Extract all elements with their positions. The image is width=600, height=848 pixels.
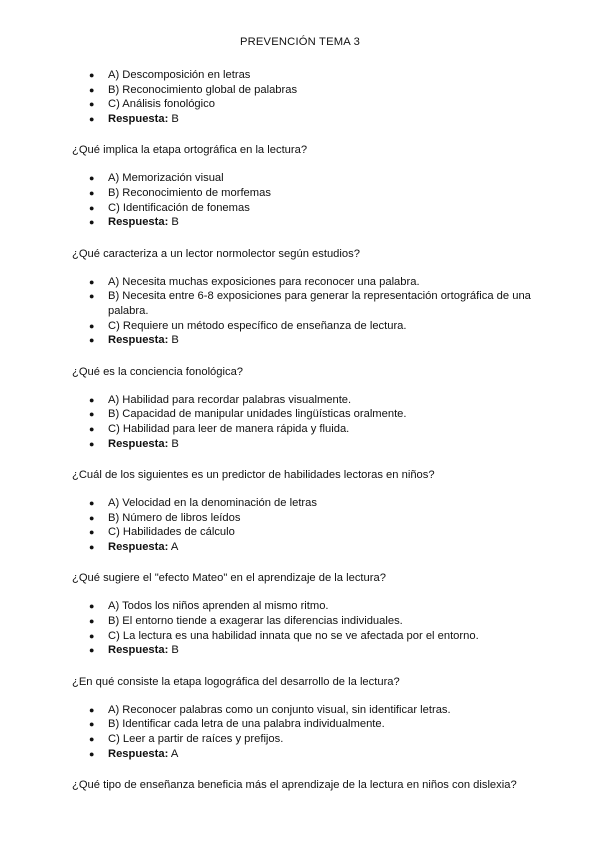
bullet-icon: ● — [89, 187, 95, 198]
option-item — [72, 319, 542, 334]
bullet-icon: ● — [89, 113, 95, 124]
bullet-icon: ● — [89, 512, 95, 523]
option-text: A) Habilidad para recordar palabras visualmente. — [108, 393, 352, 406]
answer-value: B — [171, 437, 179, 450]
bullet-icon: ● — [89, 527, 95, 538]
option-item — [72, 97, 542, 112]
option-list — [72, 496, 542, 554]
option-text: A) Necesita muchas exposiciones para reconocer una palabra. — [108, 275, 420, 288]
option-text: C) Identificación de fonemas — [108, 201, 250, 214]
answer-label: Respuesta: — [108, 540, 169, 553]
option-item — [72, 68, 542, 83]
option-text: C) Requiere un método específico de enseñanza de lectura. — [108, 319, 407, 332]
bullet-icon: ● — [89, 320, 95, 331]
bullet-icon: ● — [89, 601, 95, 612]
option-list — [72, 275, 542, 348]
question-text: ¿Qué es la conciencia fonológica? — [72, 365, 244, 378]
bullet-icon: ● — [89, 498, 95, 509]
option-text: B) Reconocimiento de morfemas — [108, 186, 271, 199]
answer-value: B — [171, 334, 179, 347]
option-text: B) Necesita entre 6-8 exposiciones para generar la representación ortográfica de una palabra. — [108, 290, 531, 317]
bullet-icon: ● — [89, 70, 95, 80]
bullet-icon: ● — [89, 84, 95, 95]
answer-item — [72, 437, 542, 452]
option-list — [72, 393, 542, 451]
answer-item — [72, 333, 542, 348]
question-text: ¿Qué caracteriza a un lector normolector según estudios? — [72, 247, 360, 260]
option-item — [72, 511, 542, 526]
question-text: ¿Cuál de los siguientes es un predictor de habilidades lectoras en niños? — [72, 469, 435, 482]
bullet-icon: ● — [89, 99, 95, 110]
answer-label: Respuesta: — [108, 112, 169, 125]
option-item — [72, 717, 542, 732]
option-text: B) Número de libros leídos — [108, 511, 241, 524]
option-item — [72, 275, 542, 290]
option-list — [72, 68, 542, 126]
question-text: ¿En qué consiste la etapa logográfica del desarrollo de la lectura? — [72, 675, 400, 688]
bullet-icon: ● — [89, 734, 95, 745]
bullet-icon: ● — [89, 630, 95, 641]
answer-value: B — [171, 644, 179, 657]
option-item — [72, 201, 542, 216]
option-item — [72, 732, 542, 747]
option-item — [72, 186, 542, 201]
option-text: C) Habilidad para leer de manera rápida y fluida. — [108, 422, 350, 435]
question-text: ¿Qué tipo de enseñanza beneficia más el aprendizaje de la lectura en niños con dislexia? — [72, 779, 517, 792]
question-text: ¿Qué implica la etapa ortográfica en la lectura? — [72, 144, 308, 157]
bullet-icon: ● — [89, 645, 95, 656]
answer-label: Respuesta: — [108, 216, 169, 229]
bullet-icon: ● — [89, 616, 95, 627]
option-text: A) Reconocer palabras como un conjunto visual, sin identificar letras. — [108, 703, 451, 716]
answer-item — [72, 747, 542, 762]
bullet-icon: ● — [89, 173, 95, 184]
option-item — [72, 703, 542, 718]
option-text: C) Análisis fonológico — [108, 98, 215, 111]
answer-value: B — [171, 112, 179, 125]
option-list — [72, 703, 542, 761]
answer-label: Respuesta: — [108, 644, 169, 657]
option-item — [72, 83, 542, 98]
option-item — [72, 289, 542, 318]
bullet-icon: ● — [89, 276, 95, 287]
answer-value: A — [170, 540, 179, 553]
question-text: ¿Qué sugiere el "efecto Mateo" en el aprendizaje de la lectura? — [72, 572, 386, 585]
answer-item — [72, 112, 542, 127]
option-item — [72, 422, 542, 437]
option-item — [72, 614, 542, 629]
bullet-icon: ● — [89, 704, 95, 715]
option-text: C) Leer a partir de raíces y prefijos. — [108, 733, 284, 746]
option-list — [72, 171, 542, 229]
option-text: B) Capacidad de manipular unidades lingüísticas oralmente. — [108, 408, 407, 421]
option-item — [72, 599, 542, 614]
answer-label: Respuesta: — [108, 437, 169, 450]
option-text: A) Memorización visual — [108, 172, 224, 185]
bullet-icon: ● — [89, 291, 95, 302]
bullet-icon: ● — [89, 438, 95, 449]
answer-item — [72, 215, 542, 230]
bullet-icon: ● — [89, 409, 95, 420]
option-text: B) Reconocimiento global de palabras — [108, 83, 298, 96]
option-item — [72, 171, 542, 186]
document-body — [72, 68, 542, 806]
bullet-icon: ● — [89, 541, 95, 552]
answer-label: Respuesta: — [108, 334, 169, 347]
answer-label: Respuesta: — [108, 747, 169, 760]
option-list — [72, 599, 542, 657]
bullet-icon: ● — [89, 719, 95, 730]
bullet-icon: ● — [89, 748, 95, 759]
bullet-icon: ● — [89, 202, 95, 213]
option-item — [72, 496, 542, 511]
option-item — [72, 525, 542, 540]
page-title: PREVENCIÓN TEMA 3 — [239, 36, 361, 48]
option-item — [72, 629, 542, 644]
bullet-icon: ● — [89, 335, 95, 346]
option-text: A) Todos los niños aprenden al mismo ritmo. — [108, 600, 329, 613]
answer-item — [72, 643, 542, 658]
option-item — [72, 393, 542, 408]
option-text: A) Descomposición en letras — [108, 69, 251, 81]
option-text: B) Identificar cada letra de una palabra individualmente. — [108, 718, 385, 731]
option-text: A) Velocidad en la denominación de letras — [108, 497, 317, 510]
option-text: C) La lectura es una habilidad innata que no se ve afectada por el entorno. — [108, 629, 479, 642]
bullet-icon: ● — [89, 217, 95, 228]
option-item — [72, 407, 542, 422]
option-text: B) El entorno tiende a exagerar las diferencias individuales. — [108, 615, 403, 628]
bullet-icon: ● — [89, 394, 95, 405]
answer-item — [72, 540, 542, 555]
answer-value: B — [171, 216, 179, 229]
bullet-icon: ● — [89, 423, 95, 434]
answer-value: A — [170, 747, 179, 760]
option-text: C) Habilidades de cálculo — [108, 526, 235, 539]
